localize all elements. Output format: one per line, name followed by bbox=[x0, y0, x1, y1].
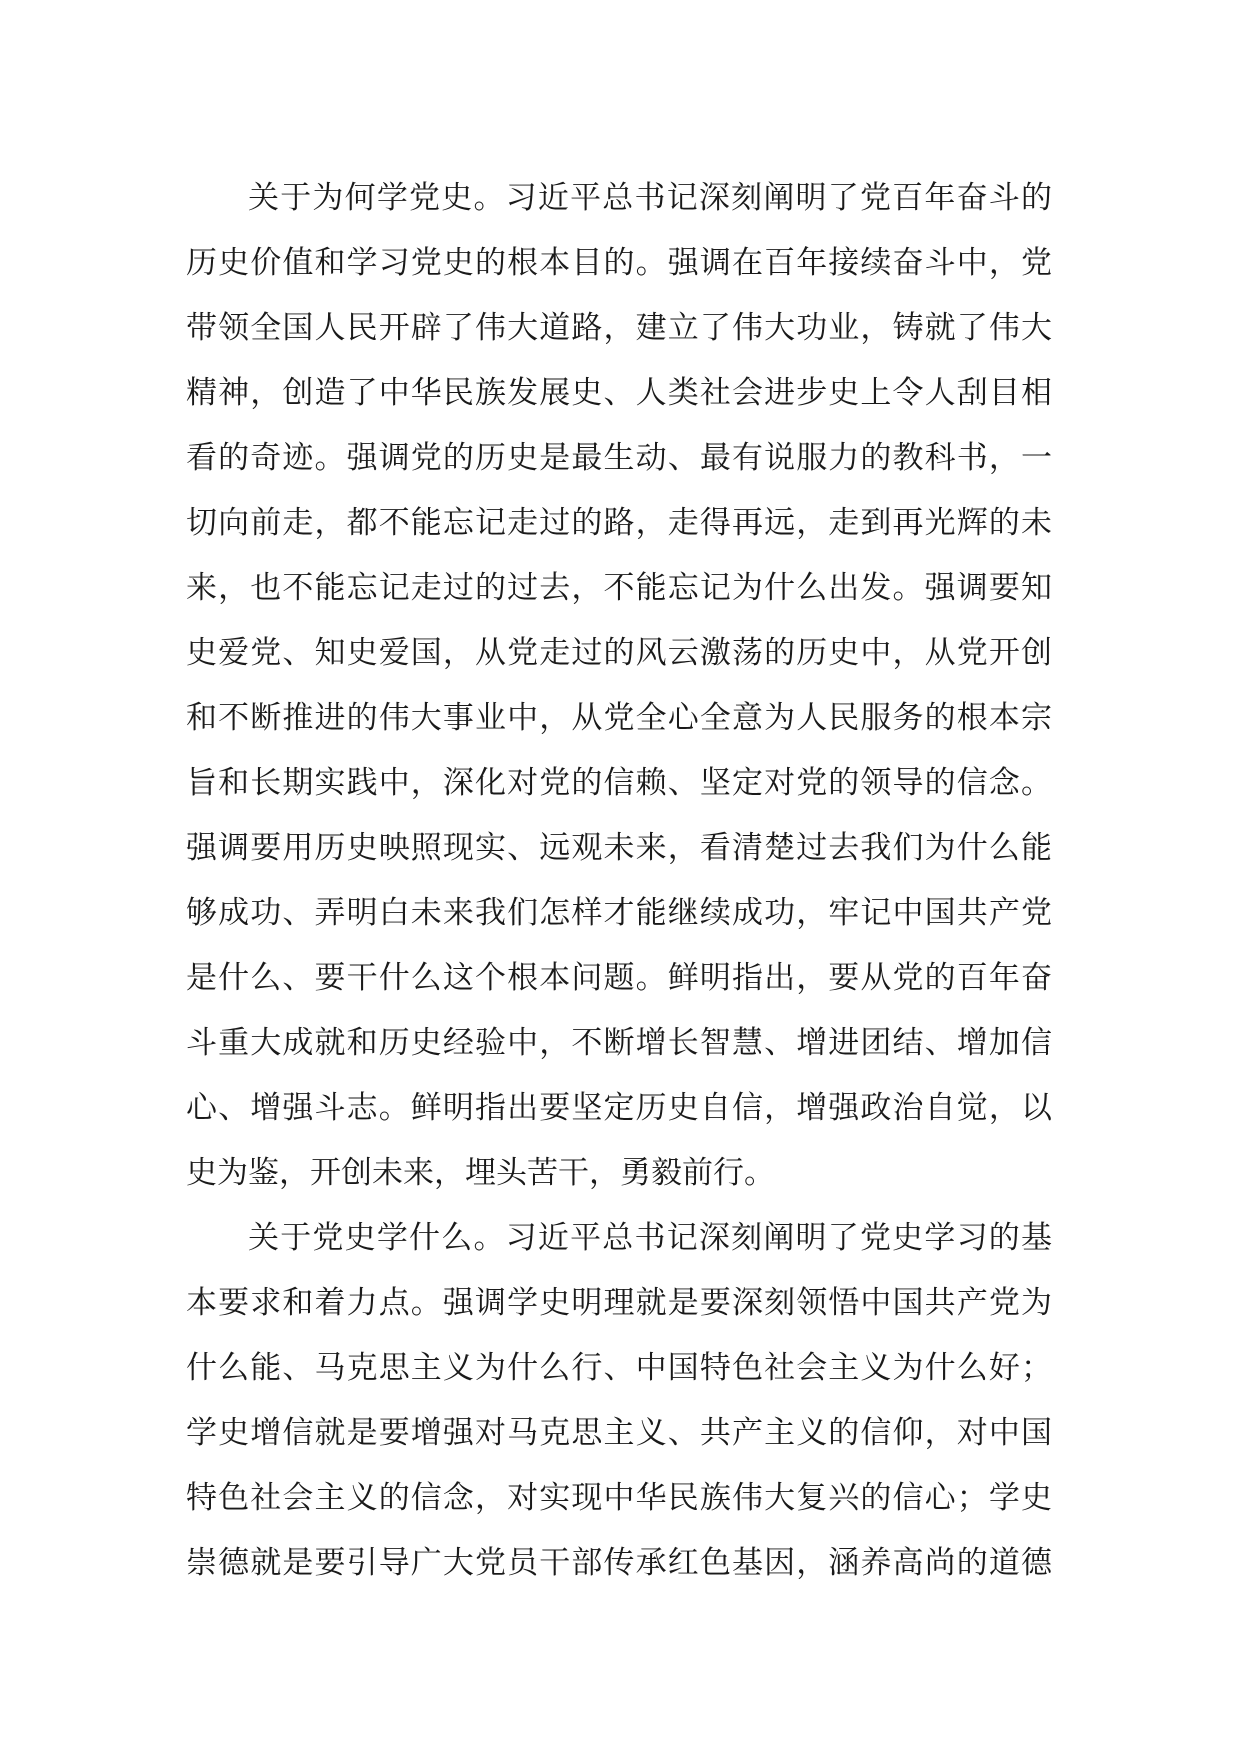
document-body bbox=[186, 166, 1052, 1596]
paragraph-line: 看的奇迹。强调党的历史是最生动、最有说服力的教科书，一 bbox=[186, 440, 1052, 476]
paragraph-line: 切向前走，都不能忘记走过的路，走得再远，走到再光辉的未 bbox=[186, 505, 1052, 541]
paragraph-line: 什么能、马克思主义为什么行、中国特色社会主义为什么好； bbox=[186, 1350, 1052, 1386]
paragraph-line: 历史价值和学习党史的根本目的。强调在百年接续奋斗中，党 bbox=[186, 245, 1052, 281]
paragraph-line: 特色社会主义的信念，对实现中华民族伟大复兴的信心；学史 bbox=[186, 1480, 1052, 1516]
paragraph-what-to-study bbox=[186, 1206, 1052, 1596]
paragraph-line: 来，也不能忘记走过的过去，不能忘记为什么出发。强调要知 bbox=[186, 570, 1052, 606]
paragraph-why-study-party-history bbox=[186, 166, 1052, 1206]
paragraph-line: 史为鉴，开创未来，埋头苦干，勇毅前行。 bbox=[186, 1155, 775, 1191]
paragraph-line: 学史增信就是要增强对马克思主义、共产主义的信仰，对中国 bbox=[186, 1415, 1052, 1451]
paragraph-line: 关于为何学党史。习近平总书记深刻阐明了党百年奋斗的 bbox=[248, 180, 1052, 216]
paragraph-line: 心、增强斗志。鲜明指出要坚定历史自信，增强政治自觉，以 bbox=[186, 1090, 1052, 1126]
paragraph-line: 和不断推进的伟大事业中，从党全心全意为人民服务的根本宗 bbox=[186, 700, 1052, 736]
paragraph-line: 关于党史学什么。习近平总书记深刻阐明了党史学习的基 bbox=[248, 1220, 1052, 1256]
paragraph-line: 强调要用历史映照现实、远观未来，看清楚过去我们为什么能 bbox=[186, 830, 1052, 866]
paragraph-line: 本要求和着力点。强调学史明理就是要深刻领悟中国共产党为 bbox=[186, 1285, 1052, 1321]
paragraph-line: 旨和长期实践中，深化对党的信赖、坚定对党的领导的信念。 bbox=[186, 765, 1052, 801]
paragraph-line: 崇德就是要引导广大党员干部传承红色基因，涵养高尚的道德 bbox=[186, 1545, 1052, 1581]
paragraph-line: 精神，创造了中华民族发展史、人类社会进步史上令人刮目相 bbox=[186, 375, 1052, 411]
paragraph-line: 斗重大成就和历史经验中，不断增长智慧、增进团结、增加信 bbox=[186, 1025, 1052, 1061]
paragraph-line: 是什么、要干什么这个根本问题。鲜明指出，要从党的百年奋 bbox=[186, 960, 1052, 996]
paragraph-line: 史爱党、知史爱国，从党走过的风云激荡的历史中，从党开创 bbox=[186, 635, 1052, 671]
paragraph-line: 带领全国人民开辟了伟大道路，建立了伟大功业，铸就了伟大 bbox=[186, 310, 1052, 346]
paragraph-line: 够成功、弄明白未来我们怎样才能继续成功，牢记中国共产党 bbox=[186, 895, 1052, 931]
